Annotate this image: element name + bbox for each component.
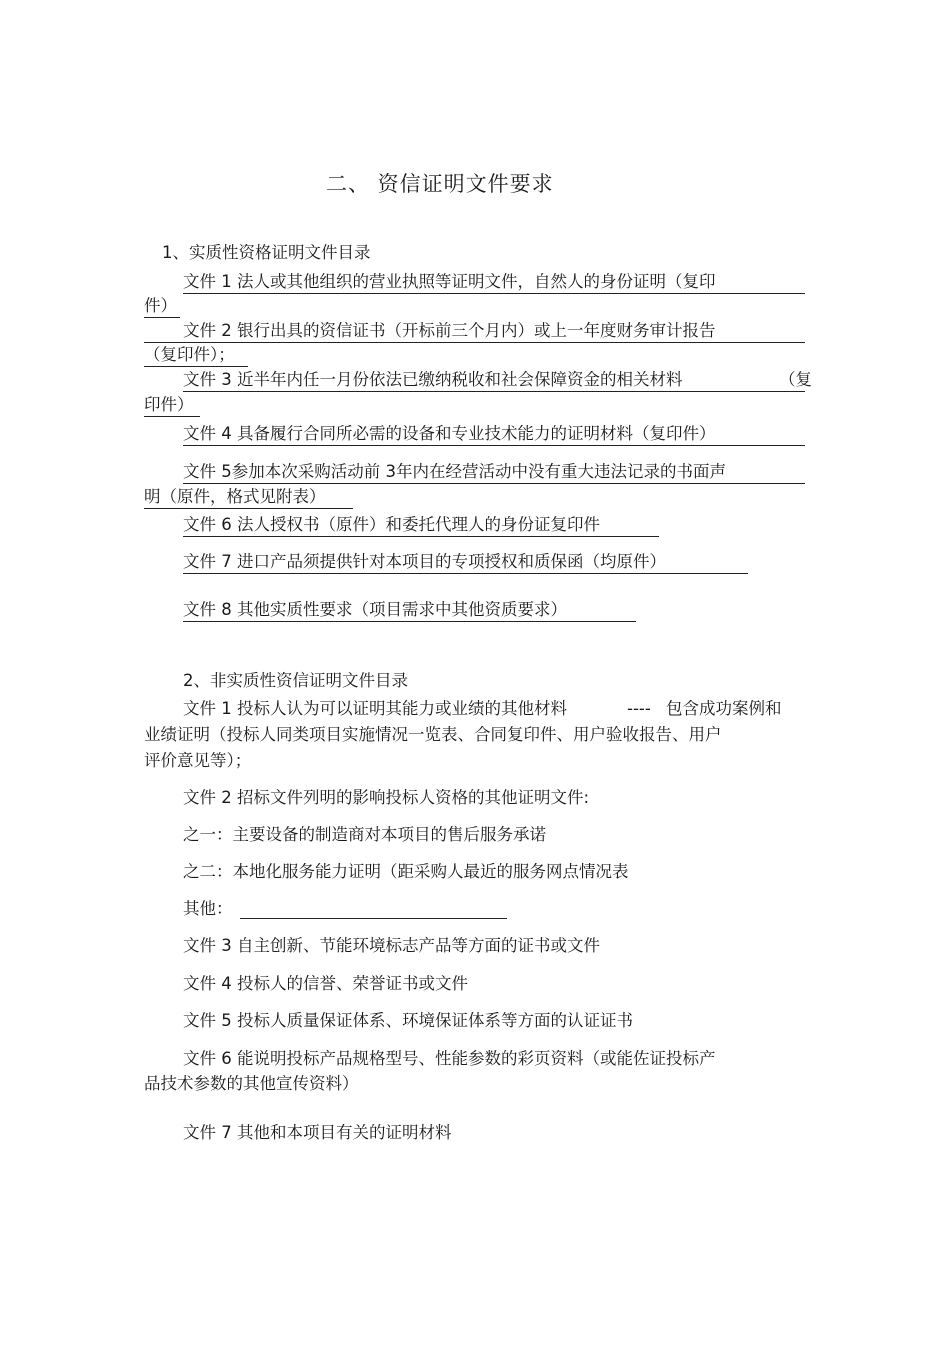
section2-heading: 2、非实质性资信证明文件目录	[183, 671, 408, 690]
s1-file2-underline	[144, 342, 805, 343]
s2-file3: 文件 3 自主创新、节能环境标志产品等方面的证书或文件	[183, 936, 600, 955]
s1-file2-line1: 文件 2 银行出具的资信证书（开标前三个月内）或上一年度财务审计报告	[183, 321, 716, 340]
s1-file7-underline	[183, 573, 748, 574]
s1-file7-line1: 文件 7 进口产品须提供针对本项目的专项授权和质保函（均原件）	[183, 552, 666, 571]
s1-file2-underline2	[144, 366, 248, 367]
s1-file3-line1: 文件 3 近半年内任一月份依法已缴纳税收和社会保障资金的相关材料	[183, 370, 683, 389]
s1-file3-line2: 印件）	[144, 395, 194, 414]
s2-file1-line1a: 文件 1 投标人认为可以证明其能力或业绩的其他材料	[183, 699, 567, 718]
s1-file3-underline2	[144, 416, 200, 417]
s2-file6-line2: 品技术参数的其他宣传资料）	[144, 1074, 359, 1093]
s1-file1-line1: 文件 1 法人或其他组织的营业执照等证明文件，自然人的身份证明（复印	[183, 272, 716, 291]
section1-heading: 1、实质性资格证明文件目录	[162, 243, 371, 262]
s1-file3-line1b: （复	[779, 370, 812, 389]
s1-file5-line1: 文件 5参加本次采购活动前 3年内在经营活动中没有重大违法记录的书面声	[183, 462, 726, 481]
s2-sub2: 之二：本地化服务能力证明（距采购人最近的服务网点情况表	[183, 862, 629, 881]
s1-file4-underline	[183, 445, 805, 446]
s2-file5: 文件 5 投标人质量保证体系、环境保证体系等方面的认证证书	[183, 1011, 633, 1030]
s1-file5-line2: 明（原件，格式见附表）	[144, 487, 326, 506]
s1-file3-underline	[183, 391, 805, 392]
s2-file2: 文件 2 招标文件列明的影响投标人资格的其他证明文件:	[183, 788, 590, 807]
s2-file1-line1b: ----	[627, 699, 651, 718]
s1-file2-line2: （复印件）；	[144, 345, 235, 364]
s1-file5-underline	[183, 483, 805, 484]
s1-file1-underline2	[144, 317, 180, 318]
s1-file1-line2: 件）	[144, 296, 177, 315]
s2-file1-line2: 业绩证明（投标人同类项目实施情况一览表、合同复印件、用户验收报告、用户	[144, 725, 722, 744]
s2-file1-line3: 评价意见等）；	[144, 751, 252, 770]
s2-file7: 文件 7 其他和本项目有关的证明材料	[183, 1123, 452, 1142]
s2-other-label: 其他：	[183, 899, 233, 918]
s2-other-blank-line	[240, 918, 507, 919]
s1-file6-underline	[183, 536, 659, 537]
s2-sub1: 之一：主要设备的制造商对本项目的售后服务承诺	[183, 825, 546, 844]
s2-file4: 文件 4 投标人的信誉、荣誉证书或文件	[183, 974, 468, 993]
s1-file8-underline	[183, 621, 636, 622]
s1-file4-line1: 文件 4 具备履行合同所必需的设备和专业技术能力的证明材料（复印件）	[183, 424, 716, 443]
s1-file8-line1: 文件 8 其他实质性要求（项目需求中其他资质要求）	[183, 600, 567, 619]
s1-file1-underline	[183, 293, 805, 294]
s1-file5-underline2	[144, 508, 353, 509]
s2-file6-line1: 文件 6 能说明投标产品规格型号、性能参数的彩页资料（或能佐证投标产	[183, 1049, 716, 1068]
s1-file6-line1: 文件 6 法人授权书（原件）和委托代理人的身份证复印件	[183, 515, 600, 534]
page-title: 二、 资信证明文件要求	[326, 172, 554, 196]
s2-file1-line1c: 包含成功案例和	[666, 699, 782, 718]
